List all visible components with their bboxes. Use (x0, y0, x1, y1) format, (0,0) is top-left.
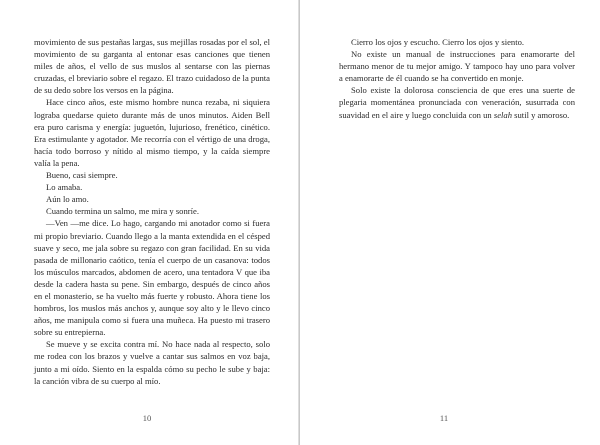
paragraph (339, 84, 575, 120)
left-page-text (34, 36, 270, 387)
paragraph: Aún lo amo. (46, 194, 89, 205)
paragraph-text: Solo existe la dolorosa consciencia de que eres una suerte de plegaria momentánea pronunciada con veneración, susurrada con suavidad en el aire y luego concluida con un (339, 85, 575, 120)
italic-word: selah (493, 109, 513, 120)
page-number: 11 (439, 413, 449, 423)
paragraph-text: sutil y amoroso. (512, 109, 570, 120)
paragraph: Bueno, casi siempre. (46, 170, 118, 181)
paragraph: Hace cinco años, este mismo hombre nunca rezaba, ni siquiera lograba quedarse quieto durante más de unos minutos. Aiden Bell era puro carisma y energía: juguetón, lujurioso, frenético, cinético. Era estimulante y agotador. Me recorría con el vértigo de una droga, hacía todo borroso y nítido al mismo tiempo, y la caída siempre valía la pena. (34, 97, 270, 168)
paragraph: Se mueve y se excita contra mí. No hace nada al respecto, solo me rodea con los brazos y vuelve a cantar sus salmos en voz baja, junto a mi oído. Siento en la espalda cómo su pecho le sube y baja: la canción vibra de su cuerpo al mío. (34, 339, 270, 386)
right-page-text (339, 36, 575, 121)
paragraph: Cuando termina un salmo, me mira y sonríe. (46, 206, 199, 217)
paragraph: Lo amaba. (46, 182, 83, 193)
paragraph: movimiento de sus pestañas largas, sus mejillas rosadas por el sol, el movimiento de su garganta al entonar esas canciones que tienen miles de años, el vello de sus muslos al sentarse con las piernas cruzadas, el breviario sobre el regazo. El trazo cuidadoso de la punta de su dedo sobre los versos en la página. (34, 37, 270, 96)
paragraph: Cierro los ojos y escucho. Cierro los ojos y siento. (351, 37, 525, 47)
page-number: 10 (142, 413, 152, 423)
right-page (300, 0, 600, 445)
paragraph: —Ven —me dice. Lo hago, cargando mi anotador como si fuera mi propio breviario. Cuando llego a la manta extendida en el césped suave y seco, me jala sobre su regazo con gran facilidad. En su vida pasada de millonario caótico, tenía el cuerpo de un casanova: todos los músculos marcados, abdomen de acero, una tentadora V que iba desde la cadera hasta su pene. Sin embargo, después de cinco años en el monasterio, se ha vuelto más fuerte y robusto. Ahora tiene los hombros, los muslos más anchos y, aunque soy alto y le llevo cinco años, me manipula como si fuera una muñeca. Ha puesto mi trasero sobre su entrepierna. (34, 218, 270, 338)
paragraph: No existe un manual de instrucciones para enamorarte del hermano menor de tu mejor amigo. Y tampoco hay uno para volver a enamorarte de él cuando se ha convertido en monje. (339, 49, 575, 84)
